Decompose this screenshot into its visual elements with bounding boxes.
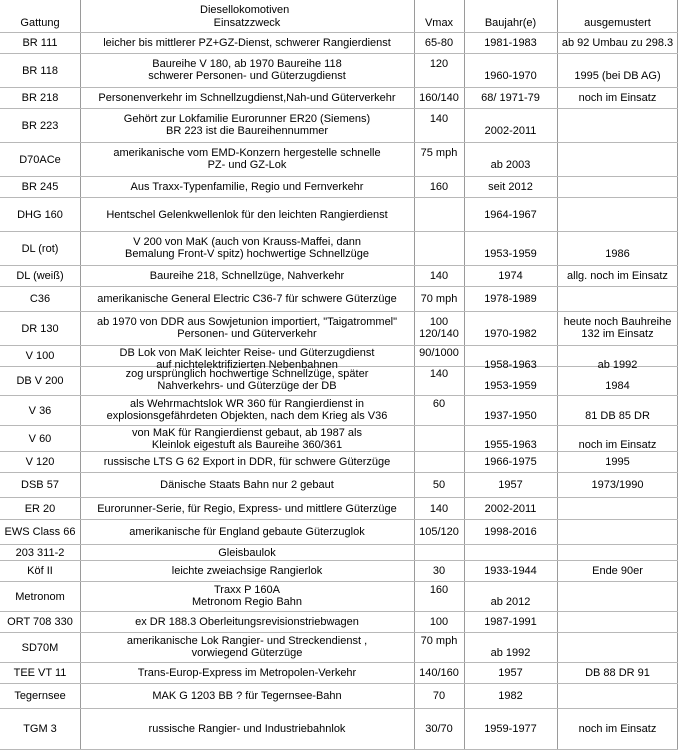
einsatzzweck-cell [80, 177, 414, 197]
ausgemustert-cell-text: 1995 (bei DB AG) [574, 70, 661, 82]
table-row [0, 396, 678, 426]
ausgemustert-cell [557, 33, 678, 53]
header-einsatzzweck: Einsatzzweck [213, 17, 281, 29]
table-row [0, 266, 678, 287]
baujahr-cell-text: 1966-1975 [484, 456, 537, 468]
einsatzzweck-cell-text: Gleisbaulok [218, 547, 276, 559]
gattung-cell-text: SD70M [21, 642, 59, 654]
vmax-cell [414, 582, 464, 611]
header-gattung: Gattung [20, 17, 60, 29]
ausgemustert-cell [557, 633, 678, 662]
einsatzzweck-cell [80, 582, 414, 611]
einsatzzweck-cell-text: Traxx P 160A [213, 584, 281, 596]
gattung-cell [0, 396, 80, 425]
vmax-cell-text: 160/140 [419, 92, 459, 104]
baujahr-cell-text: 1982 [498, 690, 523, 702]
gattung-cell-text: TEE VT 11 [13, 667, 67, 679]
einsatzzweck-cell-text: ex DR 188.3 Oberleitungsrevisionstriebwagen [135, 616, 359, 628]
baujahr-cell-text: 2002-2011 [484, 503, 537, 515]
ausgemustert-cell [557, 109, 678, 142]
baujahr-cell-text: 1957 [498, 667, 523, 679]
einsatzzweck-cell [80, 452, 414, 472]
gattung-cell [0, 109, 80, 142]
ausgemustert-cell-text: 1984 [605, 380, 630, 392]
vmax-cell [414, 312, 464, 345]
ausgemustert-cell [557, 54, 678, 87]
einsatzzweck-cell-text: Nahverkehrs- und Güterzüge der DB [157, 380, 337, 392]
vmax-cell-text: 30/70 [425, 723, 453, 735]
gattung-cell-text: V 100 [25, 350, 55, 362]
gattung-cell [0, 545, 80, 560]
baujahr-cell-text: 1978-1989 [484, 293, 537, 305]
gattung-cell [0, 473, 80, 497]
einsatzzweck-cell-text: Personenverkehr im Schnellzugdienst,Nah-und Güterverkehr [98, 92, 396, 104]
einsatzzweck-cell-text: russische LTS G 62 Export in DDR, für schwere Güterzüge [103, 456, 391, 468]
vmax-cell-text: 100 [429, 616, 449, 628]
einsatzzweck-cell-text: Eurorunner-Serie, für Regio, Express- und mittlere Güterzüge [97, 503, 397, 515]
gattung-cell [0, 177, 80, 197]
einsatzzweck-cell [80, 143, 414, 176]
baujahr-cell [464, 663, 557, 683]
gattung-cell-text: BR 111 [22, 37, 58, 49]
baujahr-cell [464, 498, 557, 519]
vmax-cell-text: 50 [432, 479, 446, 491]
gattung-cell [0, 612, 80, 632]
baujahr-cell-text: 1970-1982 [484, 328, 537, 340]
gattung-cell [0, 452, 80, 472]
vmax-cell-text: 70 mph [420, 293, 458, 305]
table-row [0, 663, 678, 684]
vmax-cell [414, 266, 464, 286]
gattung-cell-text: BR 223 [21, 120, 59, 132]
einsatzzweck-cell-text: Baureihe V 180, ab 1970 Baureihe 118 [152, 58, 342, 70]
ausgemustert-cell [557, 663, 678, 683]
gattung-cell-text: Köf II [27, 565, 53, 577]
baujahr-cell [464, 520, 557, 544]
baujahr-cell-text: 1933-1944 [484, 565, 537, 577]
einsatzzweck-cell-text: Personen- und Güterverkehr [177, 328, 317, 340]
gattung-cell [0, 633, 80, 662]
baujahr-cell [464, 312, 557, 345]
einsatzzweck-cell [80, 520, 414, 544]
vmax-cell [414, 198, 464, 231]
table-row [0, 684, 678, 709]
vmax-cell [414, 143, 464, 176]
einsatzzweck-cell-text: PZ- und GZ-Lok [207, 159, 287, 171]
header-baujahr: Baujahr(e) [484, 17, 537, 29]
gattung-cell-text: V 120 [25, 456, 55, 468]
ausgemustert-cell [557, 473, 678, 497]
ausgemustert-cell-text: 132 im Einsatz [581, 328, 654, 340]
vmax-cell-text: 105/120 [419, 526, 459, 538]
gattung-cell-text: 203 311-2 [15, 547, 65, 559]
ausgemustert-cell [557, 561, 678, 581]
einsatzzweck-cell-text: BR 223 ist die Baureihennummer [165, 125, 329, 137]
gattung-cell-text: DHG 160 [17, 209, 63, 221]
einsatzzweck-cell-text: amerikanische für England gebaute Güterzuglok [129, 526, 365, 538]
gattung-cell [0, 287, 80, 311]
baujahr-cell-text: 1959-1977 [484, 723, 537, 735]
ausgemustert-cell-text: ab 1992 [597, 359, 638, 371]
einsatzzweck-cell [80, 88, 414, 108]
vmax-cell [414, 88, 464, 108]
einsatzzweck-cell-text: zog ursprünglich hochwertige Schnellzüge, später [125, 368, 369, 380]
baujahr-cell [464, 426, 557, 451]
einsatzzweck-cell [80, 312, 414, 345]
ausgemustert-cell-text: noch im Einsatz [578, 439, 657, 451]
gattung-cell-text: V 36 [28, 405, 52, 417]
table-row [0, 545, 678, 561]
ausgemustert-cell [557, 143, 678, 176]
vmax-cell [414, 54, 464, 87]
sheet-title: Diesellokomotiven [200, 4, 290, 16]
baujahr-cell [464, 143, 557, 176]
vmax-cell [414, 367, 464, 395]
einsatzzweck-cell-text: russische Rangier- und Industriebahnlok [148, 723, 346, 735]
baujahr-cell [464, 287, 557, 311]
vmax-cell-text: 70 [432, 690, 446, 702]
vmax-cell-text: 140 [429, 113, 449, 125]
ausgemustert-cell-text: 81 DB 85 DR [585, 410, 650, 422]
table-row [0, 198, 678, 232]
header-vmax: Vmax [424, 17, 454, 29]
gattung-cell [0, 582, 80, 611]
gattung-cell-text: EWS Class 66 [4, 526, 76, 538]
baujahr-cell [464, 633, 557, 662]
vmax-cell-text: 160 [429, 584, 449, 596]
baujahr-cell [464, 367, 557, 395]
baujahr-cell [464, 54, 557, 87]
baujahr-cell [464, 33, 557, 53]
gattung-cell-text: DSB 57 [21, 479, 59, 491]
baujahr-cell [464, 545, 557, 560]
table-row [0, 143, 678, 177]
vmax-cell-text: 75 mph [420, 147, 458, 159]
einsatzzweck-cell [80, 266, 414, 286]
vmax-cell [414, 473, 464, 497]
einsatzzweck-cell-text: amerikanische General Electric C36-7 für schwere Güterzüge [97, 293, 397, 305]
baujahr-cell [464, 198, 557, 231]
gattung-cell-text: Tegernsee [14, 690, 66, 702]
einsatzzweck-cell-text: leicher bis mittlerer PZ+GZ-Dienst, schwerer Rangierdienst [103, 37, 391, 49]
vmax-cell-text: 70 mph [420, 635, 458, 647]
ausgemustert-cell [557, 177, 678, 197]
gattung-cell-text: ER 20 [24, 503, 56, 515]
baujahr-cell [464, 177, 557, 197]
vmax-cell [414, 633, 464, 662]
einsatzzweck-cell-text: amerikanische vom EMD-Konzern hergestelle schnelle [113, 147, 381, 159]
einsatzzweck-cell-text: Aus Traxx-Typenfamilie, Regio und Fernverkehr [130, 181, 364, 193]
vmax-cell [414, 520, 464, 544]
gattung-cell [0, 266, 80, 286]
ausgemustert-cell [557, 582, 678, 611]
baujahr-cell-text: 2002-2011 [484, 125, 537, 137]
baujahr-cell-text: 1998-2016 [484, 526, 537, 538]
einsatzzweck-cell [80, 54, 414, 87]
gattung-cell [0, 88, 80, 108]
ausgemustert-cell [557, 520, 678, 544]
table-row [0, 177, 678, 198]
einsatzzweck-cell [80, 232, 414, 265]
gattung-cell [0, 426, 80, 451]
vmax-cell-text: 140 [429, 368, 449, 380]
gattung-cell-text: V 60 [28, 433, 52, 445]
einsatzzweck-cell-text: Baureihe 218, Schnellzüge, Nahverkehr [149, 270, 345, 282]
einsatzzweck-cell [80, 545, 414, 560]
ausgemustert-cell [557, 312, 678, 345]
ausgemustert-cell-text: noch im Einsatz [578, 92, 657, 104]
table-row [0, 109, 678, 143]
ausgemustert-cell [557, 396, 678, 425]
ausgemustert-cell-text: heute noch Bauhreihe [563, 316, 672, 328]
header-ausgemustert: ausgemustert [584, 17, 651, 29]
baujahr-cell [464, 473, 557, 497]
ausgemustert-cell-text: noch im Einsatz [578, 723, 657, 735]
einsatzzweck-cell [80, 663, 414, 683]
vmax-cell-text: 120 [429, 58, 449, 70]
baujahr-cell [464, 709, 557, 749]
baujahr-cell [464, 684, 557, 708]
ausgemustert-cell-text: DB 88 DR 91 [585, 667, 650, 679]
gattung-cell [0, 143, 80, 176]
baujahr-cell-text: 1964-1967 [484, 209, 537, 221]
gattung-cell [0, 54, 80, 87]
vmax-cell [414, 612, 464, 632]
table-row [0, 582, 678, 612]
einsatzzweck-cell [80, 709, 414, 749]
einsatzzweck-cell [80, 633, 414, 662]
baujahr-cell-text: 1981-1983 [484, 37, 537, 49]
vmax-cell [414, 232, 464, 265]
einsatzzweck-cell-text: Bemalung Front-V spitz) hochwertige Schnellzüge [125, 248, 369, 260]
einsatzzweck-cell [80, 473, 414, 497]
gattung-cell [0, 198, 80, 231]
baujahr-cell [464, 561, 557, 581]
einsatzzweck-cell [80, 346, 414, 371]
vmax-cell-text: 100 [429, 316, 449, 328]
ausgemustert-cell-text: allg. noch im Einsatz [567, 270, 668, 282]
einsatzzweck-cell [80, 109, 414, 142]
baujahr-cell-text: 68/ 1971-79 [481, 92, 540, 104]
baujahr-cell [464, 612, 557, 632]
gattung-cell [0, 520, 80, 544]
ausgemustert-cell [557, 232, 678, 265]
gattung-cell [0, 367, 80, 395]
einsatzzweck-cell [80, 396, 414, 425]
einsatzzweck-cell-text: Metronom Regio Bahn [191, 596, 303, 608]
einsatzzweck-cell [80, 426, 414, 451]
vmax-cell [414, 452, 464, 472]
baujahr-cell [464, 88, 557, 108]
ausgemustert-cell-text: 1973/1990 [591, 479, 644, 491]
vmax-cell-text: 65-80 [424, 37, 454, 49]
einsatzzweck-cell [80, 33, 414, 53]
table-row [0, 33, 678, 54]
gattung-cell-text: DR 130 [21, 323, 59, 335]
table-row [0, 426, 678, 452]
vmax-cell [414, 33, 464, 53]
vmax-cell [414, 396, 464, 425]
einsatzzweck-cell-text: amerikanische Lok Rangier- und Streckendienst , [126, 635, 368, 647]
baujahr-cell-text: 1937-1950 [484, 410, 537, 422]
table-row [0, 232, 678, 266]
baujahr-cell-text: ab 1992 [490, 647, 531, 659]
ausgemustert-cell [557, 287, 678, 311]
vmax-cell-text: 140 [429, 503, 449, 515]
ausgemustert-cell-text: ab 92 Umbau zu 298.3 [561, 37, 674, 49]
table-row [0, 498, 678, 520]
einsatzzweck-cell [80, 287, 414, 311]
baujahr-cell-text: 1960-1970 [484, 70, 537, 82]
baujahr-cell [464, 109, 557, 142]
einsatzzweck-cell [80, 367, 414, 395]
baujahr-cell-text: 1958-1963 [484, 359, 537, 371]
ausgemustert-cell [557, 346, 678, 371]
vmax-cell [414, 545, 464, 560]
einsatzzweck-cell-text: explosionsgefährdeten Objekten, nach dem Krieg als V36 [106, 410, 388, 422]
vmax-cell [414, 498, 464, 519]
gattung-cell-text: Metronom [15, 591, 65, 603]
ausgemustert-cell [557, 367, 678, 395]
table-row [0, 367, 678, 396]
ausgemustert-cell [557, 426, 678, 451]
table-row [0, 346, 678, 371]
gattung-cell [0, 709, 80, 749]
vmax-cell [414, 287, 464, 311]
vmax-cell [414, 346, 464, 366]
gattung-cell-text: BR 118 [22, 65, 58, 77]
vmax-cell-text: 30 [432, 565, 446, 577]
vmax-cell [414, 426, 464, 451]
baujahr-cell-text: 1957 [498, 479, 523, 491]
einsatzzweck-cell-text: DB Lok von MaK leichter Reise- und Güterzugdienst [119, 347, 375, 359]
vmax-cell [414, 561, 464, 581]
vmax-cell [414, 177, 464, 197]
table-row [0, 633, 678, 663]
einsatzzweck-cell-text: auf nichtelektrifizierten Nebenbahnen [156, 359, 338, 371]
baujahr-cell [464, 346, 557, 371]
table-row [0, 452, 678, 473]
vmax-cell-text: 60 [432, 398, 446, 410]
baujahr-cell-text: 1955-1963 [484, 439, 537, 451]
table-row [0, 312, 678, 346]
ausgemustert-cell-text: 1986 [605, 248, 630, 260]
ausgemustert-cell [557, 88, 678, 108]
einsatzzweck-cell-text: Dänische Staats Bahn nur 2 gebaut [160, 479, 334, 491]
ausgemustert-cell [557, 612, 678, 632]
baujahr-cell-text: 1953-1959 [484, 248, 537, 260]
table-row [0, 561, 678, 582]
baujahr-cell [464, 452, 557, 472]
gattung-cell-text: DB V 200 [16, 375, 64, 387]
einsatzzweck-cell-text: Gehört zur Lokfamilie Eurorunner ER20 (Siemens) [123, 113, 371, 125]
baujahr-cell [464, 266, 557, 286]
gattung-cell [0, 684, 80, 708]
einsatzzweck-cell [80, 198, 414, 231]
ausgemustert-cell [557, 684, 678, 708]
gattung-cell-text: ORT 708 330 [7, 616, 73, 628]
table-row [0, 473, 678, 498]
table-row [0, 54, 678, 88]
header-row [0, 0, 678, 33]
ausgemustert-cell [557, 198, 678, 231]
gattung-cell [0, 232, 80, 265]
table-row [0, 612, 678, 633]
gattung-cell-text: BR 245 [21, 181, 59, 193]
table-row [0, 287, 678, 312]
ausgemustert-cell [557, 498, 678, 519]
baujahr-cell-text: seit 2012 [488, 181, 533, 193]
table-row [0, 520, 678, 545]
einsatzzweck-cell-text: V 200 von MaK (auch von Krauss-Maffei, dann [133, 236, 361, 248]
baujahr-cell [464, 232, 557, 265]
einsatzzweck-cell-text: von MaK für Rangierdienst gebaut, ab 1987 als [132, 427, 362, 439]
vmax-cell [414, 109, 464, 142]
einsatzzweck-cell-text: Trans-Europ-Express im Metropolen-Verkehr [137, 667, 357, 679]
baujahr-cell-text: 1953-1959 [484, 380, 537, 392]
gattung-cell-text: DL (weiß) [16, 270, 64, 282]
baujahr-cell-text: ab 2012 [490, 596, 531, 608]
vmax-cell [414, 709, 464, 749]
gattung-cell-text: TGM 3 [23, 723, 57, 735]
einsatzzweck-cell-text: als Wehrmachtslok WR 360 für Rangierdienst in [130, 398, 364, 410]
einsatzzweck-cell [80, 498, 414, 519]
einsatzzweck-cell-text: ab 1970 von DDR aus Sowjetunion importiert, "Taigatrommel" [96, 316, 398, 328]
ausgemustert-cell [557, 709, 678, 749]
ausgemustert-cell-text: 1995 [605, 456, 630, 468]
baujahr-cell-text: ab 2003 [490, 159, 531, 171]
einsatzzweck-cell [80, 561, 414, 581]
gattung-cell [0, 33, 80, 53]
ausgemustert-cell-text: Ende 90er [592, 565, 643, 577]
ausgemustert-cell [557, 452, 678, 472]
vmax-cell [414, 684, 464, 708]
einsatzzweck-cell [80, 612, 414, 632]
vmax-cell-text: 90/1000 [419, 347, 459, 359]
gattung-cell-text: BR 218 [21, 92, 59, 104]
einsatzzweck-cell-text: vorwiegend Güterzüge [191, 647, 303, 659]
gattung-cell-text: C36 [29, 293, 51, 305]
gattung-cell [0, 346, 80, 366]
table-row [0, 88, 678, 109]
vmax-cell-text: 160 [429, 181, 449, 193]
vmax-cell-text: 140 [429, 270, 449, 282]
einsatzzweck-cell-text: leichte zweiachsige Rangierlok [171, 565, 323, 577]
ausgemustert-cell [557, 545, 678, 560]
einsatzzweck-cell [80, 684, 414, 708]
baujahr-cell [464, 396, 557, 425]
gattung-cell [0, 312, 80, 345]
baujahr-cell-text: 1987-1991 [484, 616, 537, 628]
einsatzzweck-cell-text: MAK G 1203 BB ? für Tegernsee-Bahn [152, 690, 342, 702]
vmax-cell-text: 140/160 [419, 667, 459, 679]
einsatzzweck-cell-text: schwerer Personen- und Güterzugdienst [148, 70, 346, 82]
einsatzzweck-cell-text: Kleinlok eigestuft als Baureihe 360/361 [151, 439, 343, 451]
gattung-cell [0, 498, 80, 519]
table-row [0, 709, 678, 750]
einsatzzweck-cell-text: Hentschel Gelenkwellenlok für den leichten Rangierdienst [106, 209, 388, 221]
ausgemustert-cell [557, 266, 678, 286]
vmax-cell-text: 120/140 [419, 328, 459, 340]
baujahr-cell [464, 582, 557, 611]
gattung-cell-text: DL (rot) [21, 243, 59, 255]
gattung-cell [0, 561, 80, 581]
vmax-cell [414, 663, 464, 683]
baujahr-cell-text: 1974 [498, 270, 523, 282]
gattung-cell-text: D70ACe [19, 154, 61, 166]
gattung-cell [0, 663, 80, 683]
